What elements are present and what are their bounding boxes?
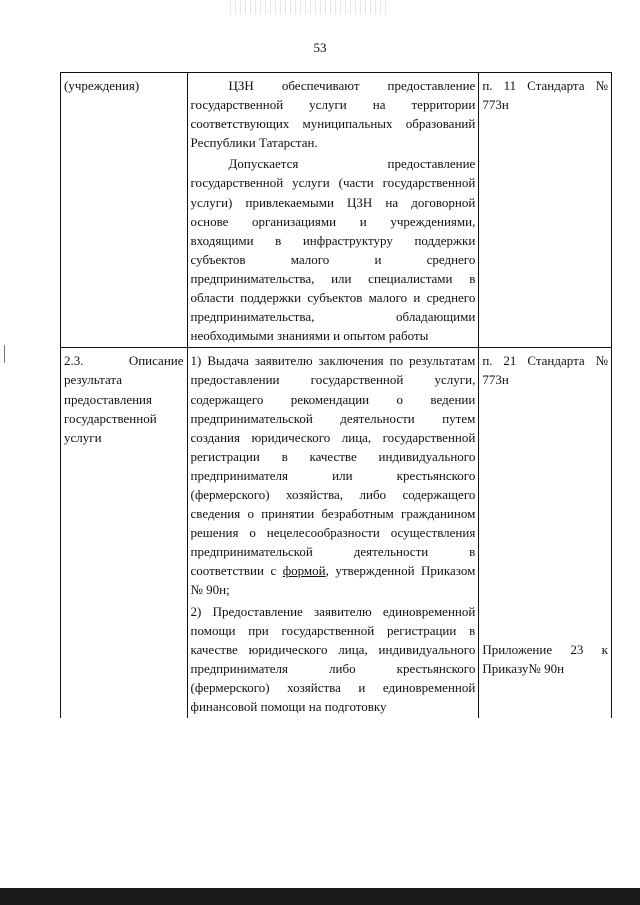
scan-bottom-edge (0, 888, 640, 905)
item1-text: 1) Выдача заявителю заключения по результатам предоставлении государственной услуги, содержащего рекомендации о ведении предпринимательской деятельности путем создания юридического лица, государственной регистрации в качестве индивидуального предпринимателя или крестьянского (фермерского) хозяйства, либо содержащего сведения о принятии безработным гражданином решения о нецелесообразности осуществления предпринимательской деятельности в соответствии с (190, 353, 476, 579)
row-reference-cell (479, 73, 612, 348)
row-name-cell (61, 348, 188, 718)
scan-margin-mark (4, 345, 5, 363)
table-row (61, 73, 612, 348)
row-content-cell (187, 348, 479, 718)
table-row (61, 348, 612, 718)
content-paragraph: ЦЗН обеспечивают предоставление государственной услуги на территории соответствующих муниципальных образований Республики Татарстан. (190, 78, 476, 151)
page-number: 53 (313, 40, 327, 55)
content-paragraph: Допускается предоставление государственной услуги (части государственной услуги) привлекаемыми ЦЗН на договорной основе организациями и учреждениями, входящими в инфраструктуру поддержки субъектов малого и среднего предпринимательства, или специалистами в области поддержки субъектов малого и среднего предпринимательства, обладающими необходимыми знаниями и опытом работы (190, 156, 476, 344)
reference-text: п. 21 Стандарта № 773н (482, 353, 608, 388)
row-content-cell (187, 73, 479, 348)
scan-artifact (230, 0, 390, 14)
content-item-2: 2) Предоставление заявителю единовременной помощи при государственной регистрации в качестве юридического лица, индивидуального предпринимателя либо крестьянского (фермерского) хозяйства и единовременной финансовой помощи на подготовку (190, 603, 476, 714)
reference-text: Приложение 23 к Приказу№ 90н (482, 641, 608, 676)
row-name: 2.3. Описание результата предоставления государственной услуги (64, 353, 184, 445)
row-reference-cell (479, 348, 612, 718)
content-item-1 (191, 351, 476, 599)
item1-text-end: , утвержденной Приказом № 90н; (190, 563, 476, 598)
row-name-cell (61, 73, 188, 348)
row-name: (учреждения) (64, 78, 140, 93)
form-link[interactable]: формой (282, 563, 326, 579)
regulation-table (60, 72, 612, 718)
reference-text: п. 11 Стандарта № 773н (482, 78, 608, 113)
